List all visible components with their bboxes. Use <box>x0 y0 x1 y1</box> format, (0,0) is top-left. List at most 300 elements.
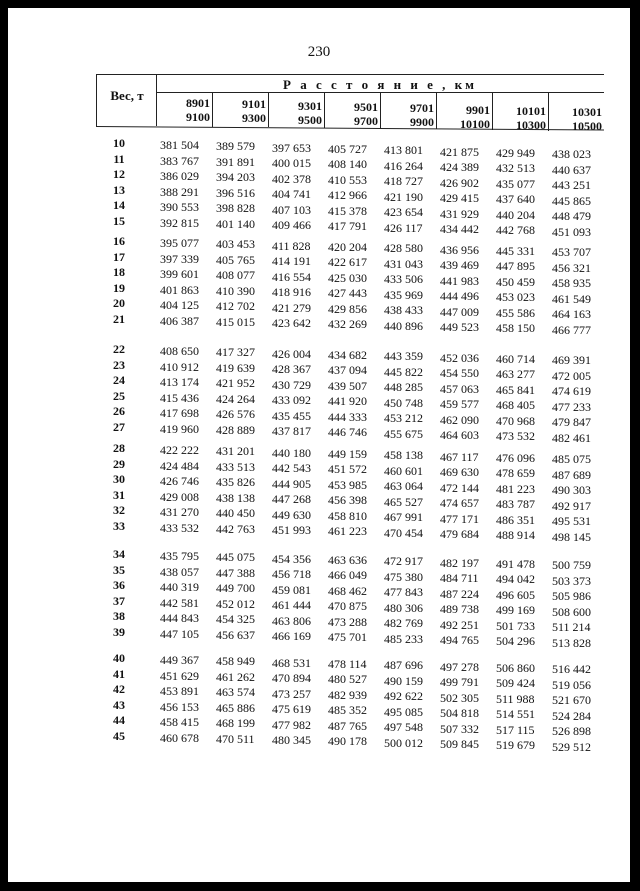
table-cell: 426 117 <box>384 220 423 235</box>
table-cell: 407 103 <box>272 202 311 217</box>
table-cell: 509 424 <box>496 676 535 691</box>
table-cell: 458 935 <box>552 276 591 291</box>
header-top-rule <box>96 74 604 75</box>
table-cell: 451 629 <box>160 668 199 683</box>
table-cell: 420 204 <box>328 239 367 254</box>
weight-value: 26 <box>113 404 125 418</box>
table-cell: 474 657 <box>440 496 479 510</box>
weight-column-header: Вес, т <box>110 88 144 103</box>
range-to: 9700 <box>354 113 378 128</box>
table-cell: 489 738 <box>440 602 479 616</box>
table-cell: 453 212 <box>384 411 423 426</box>
table-cell: 431 043 <box>384 256 423 271</box>
table-cell: 438 138 <box>216 490 255 505</box>
table-cell: 480 306 <box>384 600 423 615</box>
table-cell: 422 222 <box>160 443 199 457</box>
table-cell: 487 224 <box>440 586 479 601</box>
table-cell: 396 516 <box>216 185 255 200</box>
weight-value: 37 <box>113 593 125 608</box>
table-cell: 416 554 <box>272 269 311 284</box>
table-cell: 451 093 <box>552 224 591 239</box>
table-cell: 474 619 <box>552 384 591 399</box>
table-cell: 440 319 <box>160 580 199 594</box>
table-cell: 444 333 <box>328 409 367 424</box>
table-cell: 443 359 <box>384 349 423 364</box>
table-cell: 465 886 <box>216 700 255 715</box>
table-cell: 475 619 <box>272 702 311 717</box>
table-cell: 486 351 <box>496 512 535 527</box>
weight-value: 27 <box>113 419 125 434</box>
table-cell: 412 966 <box>328 188 367 203</box>
table-cell: 454 325 <box>216 612 255 627</box>
table-cell: 429 856 <box>328 301 367 316</box>
table-cell: 437 640 <box>496 192 535 207</box>
table-cell: 432 513 <box>496 161 535 176</box>
table-cell: 473 532 <box>496 429 535 444</box>
table-cell: 440 180 <box>272 445 311 460</box>
table-cell: 402 378 <box>272 171 311 186</box>
table-cell: 469 630 <box>440 465 479 479</box>
table-cell: 404 741 <box>272 187 311 202</box>
table-cell: 451 572 <box>328 462 367 477</box>
table-cell: 507 332 <box>440 721 479 736</box>
table-cell: 467 117 <box>440 449 479 464</box>
distance-range-4 <box>326 100 378 128</box>
table-cell: 479 847 <box>552 415 591 430</box>
range-divider <box>212 92 213 127</box>
table-cell: 424 264 <box>216 391 255 406</box>
table-cell: 406 387 <box>160 313 199 328</box>
table-cell: 417 791 <box>328 219 367 234</box>
table-cell: 508 600 <box>552 604 591 619</box>
table-cell: 454 550 <box>440 366 479 380</box>
table-cell: 466 777 <box>552 322 591 337</box>
range-from: 9101 <box>242 97 266 112</box>
table-cell: 431 929 <box>440 206 479 221</box>
table-cell: 426 902 <box>440 175 479 190</box>
weight-value: 24 <box>113 373 125 387</box>
table-cell: 485 233 <box>384 631 423 646</box>
table-cell: 463 277 <box>496 367 535 382</box>
table-cell: 466 049 <box>328 568 367 583</box>
table-cell: 497 548 <box>384 720 423 735</box>
weight-value: 23 <box>113 357 125 372</box>
weight-value: 36 <box>113 578 125 592</box>
weight-value: 34 <box>113 547 125 561</box>
table-cell: 454 356 <box>272 551 311 566</box>
table-cell: 437 094 <box>328 363 367 378</box>
distance-range-2 <box>214 97 266 125</box>
table-cell: 397 653 <box>272 140 311 155</box>
table-cell: 440 896 <box>384 318 423 333</box>
table-cell: 423 654 <box>384 205 423 220</box>
table-cell: 477 982 <box>272 717 311 732</box>
table-cell: 404 125 <box>160 298 199 312</box>
table-cell: 449 523 <box>440 320 479 334</box>
table-cell: 482 197 <box>440 555 479 570</box>
table-cell: 427 443 <box>328 286 367 301</box>
range-to: 10100 <box>460 116 490 131</box>
range-divider <box>324 92 325 128</box>
table-cell: 447 388 <box>216 565 255 580</box>
table-cell: 421 279 <box>272 300 311 315</box>
table-cell: 495 531 <box>552 514 591 529</box>
table-cell: 449 630 <box>272 507 311 522</box>
range-divider <box>548 92 549 131</box>
weight-value: 39 <box>113 624 125 639</box>
table-cell: 472 917 <box>384 554 423 569</box>
table-cell: 506 860 <box>496 660 535 675</box>
table-cell: 421 190 <box>384 189 423 204</box>
table-cell: 439 507 <box>328 378 367 393</box>
table-cell: 445 075 <box>216 550 255 565</box>
table-cell: 403 453 <box>216 237 255 252</box>
table-cell: 440 450 <box>216 506 255 521</box>
table-cell: 460 601 <box>384 463 423 478</box>
table-cell: 485 352 <box>328 703 367 718</box>
table-cell: 428 580 <box>384 241 423 256</box>
table-cell: 472 144 <box>440 480 479 495</box>
table-cell: 462 090 <box>440 412 479 427</box>
weight-value: 21 <box>113 311 125 326</box>
table-cell: 418 727 <box>384 174 423 189</box>
table-cell: 435 795 <box>160 549 199 563</box>
table-cell: 494 042 <box>496 572 535 587</box>
table-cell: 505 986 <box>552 589 591 604</box>
table-cell: 477 233 <box>552 399 591 414</box>
table-cell: 468 462 <box>328 583 367 598</box>
table-cell: 478 659 <box>496 466 535 481</box>
range-to: 9900 <box>410 115 434 130</box>
table-cell: 442 543 <box>272 461 311 476</box>
table-cell: 447 105 <box>160 626 199 641</box>
table-cell: 421 875 <box>440 144 479 159</box>
table-cell: 456 718 <box>272 567 311 582</box>
table-cell: 516 442 <box>552 662 591 677</box>
weight-value: 45 <box>113 728 125 743</box>
range-from: 9701 <box>410 101 434 116</box>
table-cell: 426 576 <box>216 407 255 422</box>
weight-value: 11 <box>113 151 125 166</box>
distance-range-3 <box>270 99 322 127</box>
table-cell: 460 714 <box>496 351 535 366</box>
table-cell: 484 711 <box>440 571 479 585</box>
table-cell: 479 684 <box>440 527 479 541</box>
weight-value: 14 <box>113 198 125 212</box>
table-cell: 468 531 <box>272 655 311 670</box>
weight-value: 20 <box>113 296 125 310</box>
table-cell: 444 843 <box>160 611 199 625</box>
table-cell: 467 991 <box>384 510 423 525</box>
table-cell: 444 905 <box>272 476 311 491</box>
table-cell: 503 373 <box>552 573 591 588</box>
table-cell: 434 442 <box>440 222 479 236</box>
table-cell: 470 968 <box>496 413 535 428</box>
table-cell: 447 268 <box>272 492 311 507</box>
table-cell: 428 367 <box>272 362 311 377</box>
table-cell: 401 140 <box>216 216 255 231</box>
weight-value: 31 <box>113 487 125 502</box>
distance-range-1 <box>158 96 210 124</box>
table-cell: 470 454 <box>384 525 423 540</box>
table-cell: 492 251 <box>440 617 479 632</box>
table-cell: 481 223 <box>496 481 535 496</box>
weight-value: 15 <box>113 213 125 228</box>
table-cell: 392 815 <box>160 215 199 230</box>
table-cell: 461 549 <box>552 291 591 306</box>
table-cell: 458 138 <box>384 448 423 463</box>
table-cell: 504 818 <box>440 706 479 720</box>
table-cell: 417 698 <box>160 406 199 420</box>
table-cell: 431 201 <box>216 444 255 459</box>
table-cell: 414 191 <box>272 254 311 269</box>
table-cell: 432 269 <box>328 317 367 332</box>
table-cell: 398 828 <box>216 201 255 216</box>
table-cell: 415 378 <box>328 203 367 218</box>
range-to: 9500 <box>298 112 322 127</box>
table-cell: 400 015 <box>272 156 311 171</box>
table-cell: 466 169 <box>272 629 311 644</box>
table-cell: 416 264 <box>384 158 423 173</box>
table-cell: 435 455 <box>272 408 311 423</box>
table-cell: 449 700 <box>216 581 255 596</box>
table-cell: 487 689 <box>552 467 591 482</box>
distance-range-8 <box>550 105 602 133</box>
table-cell: 460 678 <box>160 730 199 745</box>
table-cell: 500 759 <box>552 558 591 573</box>
table-cell: 473 257 <box>272 686 311 701</box>
table-cell: 415 436 <box>160 390 199 405</box>
table-cell: 459 081 <box>272 582 311 597</box>
table-cell: 514 551 <box>496 707 535 722</box>
table-cell: 423 642 <box>272 316 311 331</box>
weight-value: 43 <box>113 697 125 712</box>
table-cell: 451 993 <box>272 523 311 538</box>
range-divider <box>492 92 493 130</box>
table-cell: 487 765 <box>328 718 367 733</box>
table-cell: 502 305 <box>440 690 479 705</box>
table-cell: 421 952 <box>216 376 255 391</box>
weight-value: 17 <box>113 249 125 264</box>
header-left-border <box>96 74 97 126</box>
table-cell: 433 513 <box>216 459 255 474</box>
weight-value: 22 <box>113 342 125 356</box>
table-cell: 468 405 <box>496 398 535 413</box>
table-cell: 494 765 <box>440 633 479 647</box>
table-cell: 440 637 <box>552 162 591 177</box>
table-cell: 490 303 <box>552 483 591 498</box>
table-cell: 405 727 <box>328 141 367 156</box>
table-cell: 461 262 <box>216 669 255 684</box>
table-cell: 492 917 <box>552 498 591 513</box>
table-cell: 461 223 <box>328 524 367 539</box>
table-cell: 513 828 <box>552 635 591 650</box>
table-cell: 458 150 <box>496 321 535 336</box>
table-cell: 490 159 <box>384 673 423 688</box>
table-cell: 469 391 <box>552 353 591 368</box>
table-cell: 446 746 <box>328 425 367 440</box>
table-cell: 475 380 <box>384 569 423 584</box>
table-cell: 445 331 <box>496 243 535 258</box>
table-cell: 430 729 <box>272 377 311 392</box>
table-cell: 458 415 <box>160 715 199 729</box>
weight-value: 10 <box>113 136 125 150</box>
table-cell: 475 701 <box>328 630 367 645</box>
weight-value: 28 <box>113 441 125 455</box>
table-cell: 449 367 <box>160 653 199 667</box>
table-cell: 408 650 <box>160 344 199 358</box>
table-cell: 456 153 <box>160 699 199 714</box>
table-cell: 413 801 <box>384 143 423 158</box>
document-page <box>8 8 630 882</box>
table-cell: 496 605 <box>496 587 535 602</box>
weight-value: 33 <box>113 518 125 533</box>
table-cell: 468 199 <box>216 716 255 731</box>
range-from: 10301 <box>572 105 602 120</box>
table-cell: 447 895 <box>496 259 535 274</box>
table-cell: 524 284 <box>552 708 591 723</box>
table-cell: 498 145 <box>552 529 591 544</box>
table-cell: 429 949 <box>496 145 535 160</box>
range-divider <box>380 92 381 129</box>
table-cell: 438 433 <box>384 303 423 318</box>
table-cell: 490 178 <box>328 734 367 749</box>
table-cell: 381 504 <box>160 138 199 152</box>
distance-range-5 <box>382 101 434 129</box>
table-cell: 448 285 <box>384 380 423 395</box>
table-cell: 426 004 <box>272 346 311 361</box>
range-to: 9300 <box>242 111 266 126</box>
table-cell: 439 469 <box>440 258 479 272</box>
range-from: 9501 <box>354 99 378 114</box>
table-cell: 442 763 <box>216 521 255 536</box>
table-cell: 458 949 <box>216 654 255 669</box>
table-cell: 459 577 <box>440 397 479 411</box>
weight-value: 40 <box>113 651 125 665</box>
distance-column-header: Р а с с т о я н и е , км <box>283 77 477 92</box>
range-from: 8901 <box>186 96 210 110</box>
table-cell: 435 826 <box>216 475 255 490</box>
table-cell: 463 064 <box>384 479 423 494</box>
table-cell: 424 484 <box>160 458 199 473</box>
weight-value: 25 <box>113 388 125 403</box>
table-cell: 408 077 <box>216 268 255 283</box>
table-cell: 455 586 <box>496 305 535 320</box>
weight-value: 19 <box>113 280 125 295</box>
table-cell: 491 478 <box>496 556 535 571</box>
table-cell: 480 527 <box>328 672 367 687</box>
table-cell: 383 767 <box>160 153 199 168</box>
table-cell: 504 296 <box>496 634 535 649</box>
table-cell: 482 769 <box>384 616 423 631</box>
table-cell: 497 278 <box>440 659 479 674</box>
table-cell: 453 707 <box>552 245 591 260</box>
table-cell: 428 889 <box>216 422 255 437</box>
table-cell: 500 012 <box>384 735 423 750</box>
table-cell: 444 496 <box>440 289 479 303</box>
table-cell: 470 875 <box>328 599 367 614</box>
table-cell: 438 057 <box>160 564 199 579</box>
weight-value: 12 <box>113 167 125 181</box>
weight-value: 35 <box>113 562 125 577</box>
table-cell: 433 506 <box>384 272 423 287</box>
distance-range-7 <box>494 104 546 132</box>
table-cell: 442 768 <box>496 223 535 238</box>
table-cell: 492 622 <box>384 689 423 704</box>
table-cell: 463 806 <box>272 613 311 628</box>
table-cell: 450 748 <box>384 395 423 410</box>
page-number: 230 <box>307 44 331 60</box>
table-cell: 388 291 <box>160 184 199 199</box>
table-cell: 395 077 <box>160 236 199 250</box>
table-cell: 443 251 <box>552 178 591 193</box>
table-cell: 431 270 <box>160 505 199 519</box>
table-cell: 476 096 <box>496 450 535 465</box>
table-cell: 461 444 <box>272 598 311 613</box>
table-cell: 397 339 <box>160 251 199 266</box>
table-cell: 456 398 <box>328 493 367 508</box>
range-to: 10300 <box>516 117 546 132</box>
table-cell: 470 511 <box>216 731 255 746</box>
table-cell: 429 415 <box>440 191 479 205</box>
table-cell: 418 916 <box>272 285 311 300</box>
table-cell: 438 023 <box>552 147 591 162</box>
table-cell: 453 985 <box>328 477 367 492</box>
table-cell: 457 063 <box>440 381 479 396</box>
table-cell: 436 956 <box>440 242 479 257</box>
table-cell: 453 023 <box>496 290 535 305</box>
table-cell: 482 461 <box>552 430 591 445</box>
weight-value: 16 <box>113 234 125 248</box>
table-cell: 499 791 <box>440 675 479 689</box>
table-cell: 419 639 <box>216 360 255 375</box>
table-cell: 433 092 <box>272 393 311 408</box>
table-cell: 411 828 <box>272 238 311 253</box>
table-cell: 410 390 <box>216 283 255 298</box>
table-cell: 445 865 <box>552 193 591 208</box>
table-cell: 449 159 <box>328 446 367 461</box>
table-cell: 419 960 <box>160 421 199 436</box>
weight-value: 32 <box>113 503 125 517</box>
table-cell: 465 527 <box>384 494 423 509</box>
table-cell: 433 532 <box>160 520 199 535</box>
table-cell: 477 171 <box>440 511 479 526</box>
table-cell: 458 810 <box>328 508 367 523</box>
table-cell: 390 553 <box>160 200 199 214</box>
table-cell: 399 601 <box>160 267 199 281</box>
table-cell: 408 140 <box>328 157 367 172</box>
table-cell: 415 015 <box>216 314 255 329</box>
range-from: 9901 <box>466 102 490 117</box>
table-cell: 472 005 <box>552 368 591 383</box>
table-cell: 478 114 <box>328 656 367 671</box>
table-cell: 456 637 <box>216 627 255 642</box>
table-cell: 442 581 <box>160 595 199 610</box>
table-cell: 450 459 <box>496 274 535 289</box>
table-cell: 487 696 <box>384 658 423 673</box>
table-cell: 435 077 <box>496 176 535 191</box>
table-cell: 445 822 <box>384 364 423 379</box>
table-cell: 391 891 <box>216 154 255 169</box>
range-from: 10101 <box>516 103 546 118</box>
weight-value: 30 <box>113 472 125 486</box>
table-cell: 495 085 <box>384 704 423 719</box>
table-cell: 386 029 <box>160 169 199 183</box>
table-cell: 473 288 <box>328 614 367 629</box>
table-cell: 434 682 <box>328 347 367 362</box>
range-divider <box>436 92 437 129</box>
table-cell: 401 863 <box>160 282 199 297</box>
